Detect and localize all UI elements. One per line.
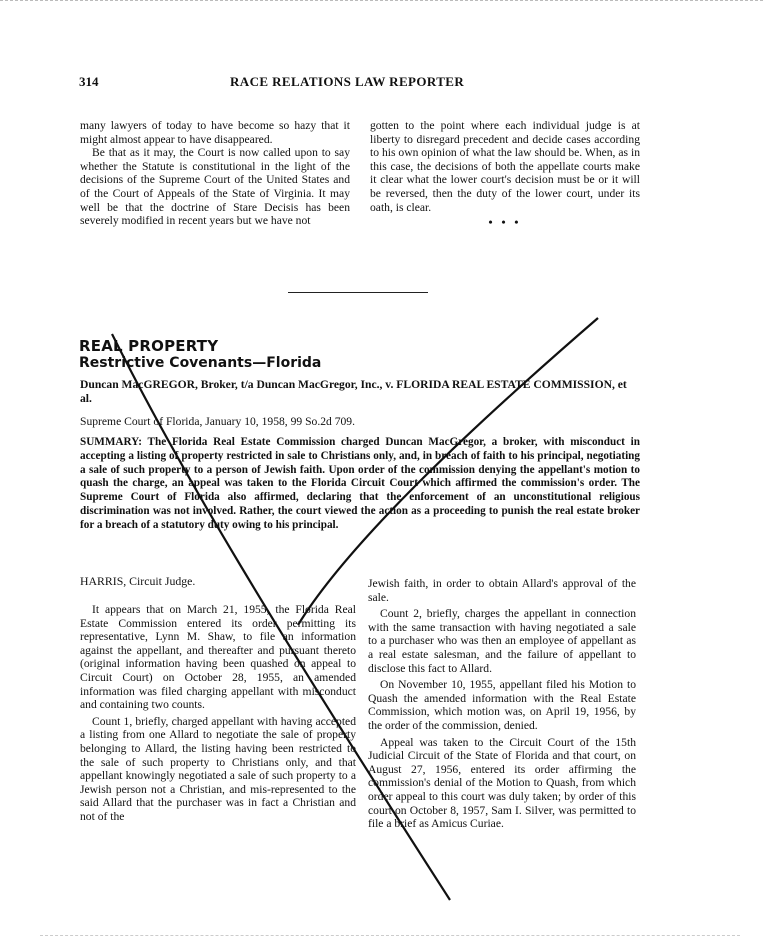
paragraph: Count 2, briefly, charges the appellant in connection with the same transaction with having negotiated a sale to a purchaser who was then an employee of appellant as a real estate salesman, and the failure of appellant to disclose this fact to Allard.: [368, 607, 636, 675]
section-divider: [288, 292, 428, 293]
top-right-column: [370, 119, 640, 230]
scan-edge-top: [0, 0, 763, 1]
section-subheading: Restrictive Covenants—Florida: [79, 355, 322, 371]
running-head: RACE RELATIONS LAW REPORTER: [230, 74, 465, 89]
section-heading: REAL PROPERTY: [79, 337, 219, 355]
paragraph: Count 1, briefly, charged appellant with having accepted a listing from one Allard to negotiate the sale of property belonging to Allard, the listing having been restricted to the sale of such property to Christians only, and that appellant knowingly negotiated a sale of such property to a Jewish person not a Christian, and mis-represented to the said Allard that the purchaser was in fact a Christian and not of the: [80, 714, 356, 823]
judge-name: HARRIS, Circuit Judge.: [80, 574, 196, 588]
opinion-right-column: [368, 577, 636, 834]
page-number: 314: [79, 74, 99, 89]
top-left-column: [80, 119, 350, 228]
case-citation: Supreme Court of Florida, January 10, 1958, 99 So.2d 709.: [80, 415, 356, 428]
paragraph: Be that as it may, the Court is now called upon to say whether the Statute is constitutional in the light of the decisions of the Supreme Court of the United States and of the Court of Appeals of the State of Virginia. It may well be that the doctrine of Stare Decisis has been severely modified in recent years but we have not: [80, 146, 350, 228]
paragraph: gotten to the point where each individual judge is at liberty to disregard precedent and decide cases according to his own opinion of what the law should be. When, as in this case, the decisions of both the appellate courts make it clear what the lower court's decision must be or it will be reversed, then the duty of the lower court, under its oath, is clear.: [370, 119, 640, 214]
case-summary: SUMMARY: The Florida Real Estate Commission charged Duncan MacGregor, a broker, with misconduct in accepting a listing of property restricted in sale to Christians only, and, in breach of faith to his principal, negotiating a sale of such property to a person of Jewish faith. Upon order of the commission denying the appellant's motion to quash the charge, an appeal was taken to the Florida Circuit Court which affirmed the commission's order. The Supreme Court of Florida also affirmed, declaring that the enforcement of an unconstitutional religious discrimination was not involved. Rather, the court viewed the action as a proceeding to punish the real estate broker for a breach of a statutory duty owing to his principal.: [80, 436, 640, 531]
paragraph: On November 10, 1955, appellant filed his Motion to Quash the amended information with the Real Estate Commission, which motion was, on April 19, 1956, by the order of the commission, denied.: [368, 678, 636, 732]
opinion-left-column: [80, 603, 356, 827]
paragraph: Appeal was taken to the Circuit Court of the 15th Judicial Circuit of the State of Florida and that court, on August 27, 1956, entered its order affirming the commission's denial of the Motion to Quash, from which order appeal to this court was duly taken; by order of this court on October 8, 1957, Sam I. Silver, was permitted to file a brief as Amicus Curiae.: [368, 735, 636, 831]
end-mark: • • •: [488, 216, 522, 230]
scan-edge-bottom: [40, 935, 740, 936]
paragraph: It appears that on March 21, 1955, the Florida Real Estate Commission entered its order permitting its representative, Lynn M. Shaw, to file an information against the appellant, and thereafter and pursuant thereto (original information having been quashed on appeal to Circuit Court) on October 28, 1955, an amended information was filed charging appellant with misconduct and containing two counts.: [80, 603, 356, 712]
case-title: Duncan MacGREGOR, Broker, t/a Duncan MacGregor, Inc., v. FLORIDA REAL ESTATE COMMISSION, et al.: [80, 378, 627, 405]
paragraph: Jewish faith, in order to obtain Allard's approval of the sale.: [368, 577, 636, 604]
paragraph: many lawyers of today to have become so hazy that it might almost appear to have disappeared.: [80, 119, 350, 146]
